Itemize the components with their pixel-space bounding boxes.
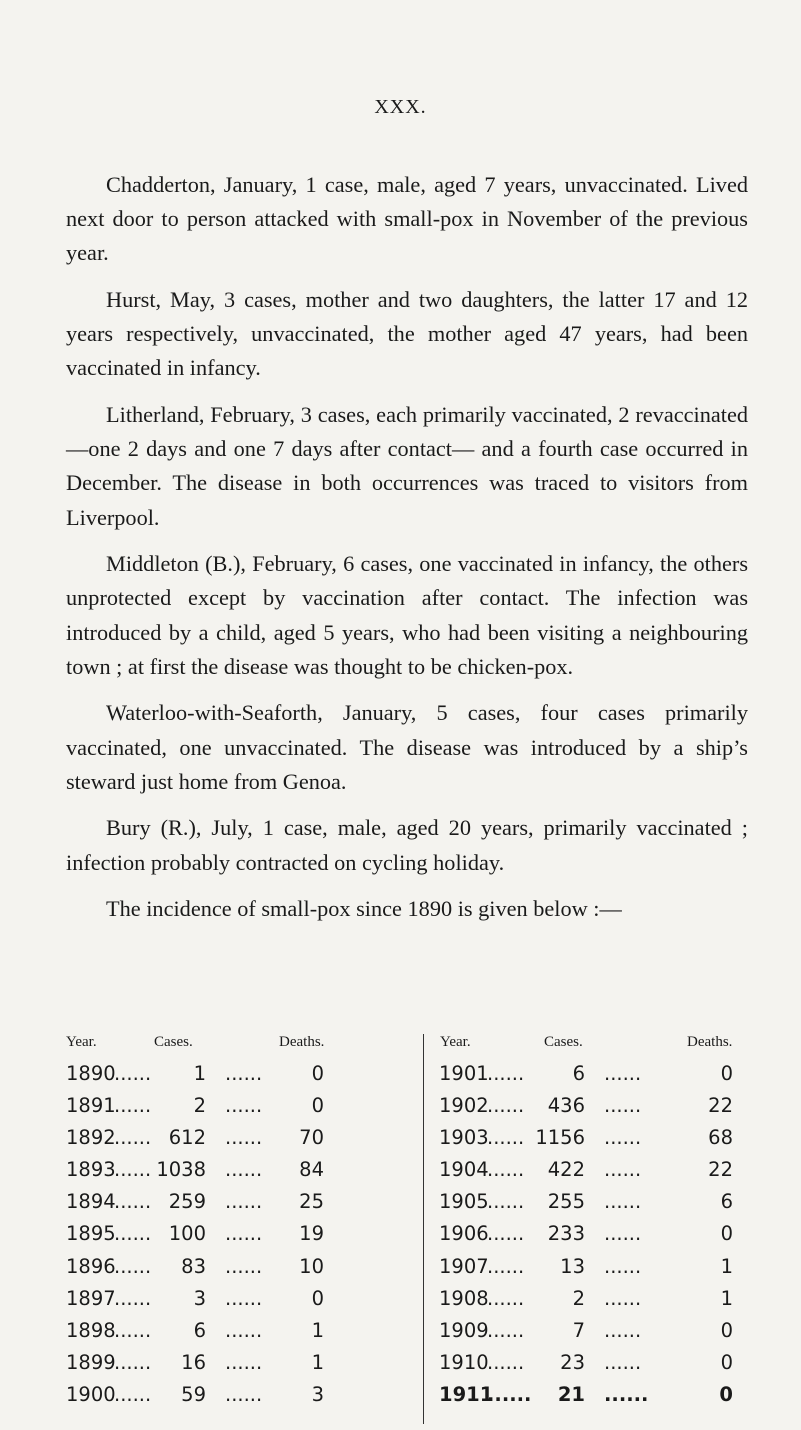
cases-cell: 3: [193, 1286, 206, 1310]
year-cell: 1908: [439, 1286, 489, 1310]
table-row: [439, 1154, 769, 1186]
leader-dots: ......: [604, 1126, 642, 1150]
year-cell: 1897: [66, 1286, 116, 1310]
table-row: [66, 1283, 396, 1315]
leader-dots: ......: [114, 1062, 152, 1085]
table-row: [439, 1283, 769, 1315]
deaths-cell: 10: [299, 1254, 324, 1278]
leader-dots: ......: [604, 1382, 649, 1406]
deaths-cell: 68: [708, 1126, 733, 1150]
leader-dots: ......: [225, 1126, 263, 1150]
cases-cell: 59: [181, 1382, 206, 1406]
page-number: XXX.: [374, 96, 427, 118]
cases-cell: 436: [547, 1094, 585, 1118]
leader-dots: ......: [604, 1062, 642, 1085]
deaths-cell: 1: [720, 1254, 733, 1278]
deaths-cell: 1: [311, 1318, 324, 1342]
leader-dots: ......: [114, 1318, 152, 1342]
table-row: [439, 1058, 769, 1090]
leader-dots: ......: [225, 1222, 263, 1246]
body-text: [66, 168, 748, 926]
year-cell: 1893: [66, 1158, 116, 1182]
deaths-cell: 0: [720, 1318, 733, 1342]
deaths-cell: 1: [720, 1286, 733, 1310]
deaths-cell: 0: [311, 1062, 324, 1085]
leader-dots: ......: [604, 1286, 642, 1310]
deaths-cell: 84: [299, 1158, 324, 1182]
table-row: [439, 1090, 769, 1122]
cases-cell: 83: [181, 1254, 206, 1278]
paragraph-waterloo: Waterloo-with-Seaforth, January, 5 cases, four cases primarily vaccinated, one unvaccinated. The disease was introduced by a ship’s steward just home from Genoa.: [66, 700, 748, 794]
leader-dots: ......: [225, 1350, 263, 1374]
year-cell: 1898: [66, 1318, 116, 1342]
leader-dots: ......: [114, 1158, 152, 1182]
deaths-cell: 19: [299, 1222, 324, 1246]
deaths-cell: 0: [720, 1350, 733, 1374]
cases-cell: 16: [181, 1350, 206, 1374]
leader-dots: ......: [487, 1350, 525, 1374]
smallpox-incidence-table: [66, 1034, 772, 1424]
year-cell: 1910: [439, 1350, 489, 1374]
cases-cell: 6: [572, 1062, 585, 1085]
cases-cell: 21: [557, 1382, 585, 1406]
leader-dots: ......: [114, 1222, 152, 1246]
leader-dots: ......: [225, 1062, 263, 1085]
column-divider: [423, 1034, 424, 1424]
paragraph-table-intro: The incidence of small-pox since 1890 is given below :—: [106, 896, 622, 922]
table-rows-left: [66, 1058, 396, 1411]
year-cell: 1901: [439, 1062, 489, 1085]
leader-dots: ......: [487, 1158, 525, 1182]
year-cell: 1906: [439, 1222, 489, 1246]
leader-dots: ......: [114, 1382, 152, 1406]
header-deaths: Deaths.: [687, 1034, 733, 1050]
year-cell: 1895: [66, 1222, 116, 1246]
cases-cell: 2: [193, 1094, 206, 1118]
deaths-cell: 3: [311, 1382, 324, 1406]
year-cell: 1903: [439, 1126, 489, 1150]
deaths-cell: 70: [299, 1126, 324, 1150]
leader-dots: ......: [487, 1286, 525, 1310]
cases-cell: 1: [193, 1062, 206, 1085]
leader-dots: ......: [487, 1382, 532, 1406]
leader-dots: ......: [225, 1382, 263, 1406]
cases-cell: 612: [168, 1126, 206, 1150]
leader-dots: ......: [487, 1318, 525, 1342]
table-column-right: [439, 1034, 769, 1411]
year-cell: 1909: [439, 1318, 489, 1342]
leader-dots: ......: [225, 1286, 263, 1310]
year-cell: 1890: [66, 1062, 116, 1085]
cases-cell: 259: [168, 1190, 206, 1214]
leader-dots: ......: [114, 1126, 152, 1150]
leader-dots: ......: [114, 1350, 152, 1374]
table-row: [439, 1122, 769, 1154]
cases-cell: 1156: [535, 1126, 585, 1150]
year-cell: 1891: [66, 1094, 116, 1118]
table-row: [66, 1090, 396, 1122]
year-cell: 1911: [439, 1382, 494, 1406]
paragraph-bury: Bury (R.), July, 1 case, male, aged 20 years, primarily vaccinated ; infection probably contracted on cycling holiday.: [66, 815, 748, 875]
year-cell: 1907: [439, 1254, 489, 1278]
table-row: [66, 1251, 396, 1283]
table-row: [66, 1315, 396, 1347]
table-column-left: [66, 1034, 396, 1411]
paragraph-hurst: Hurst, May, 3 cases, mother and two daughters, the latter 17 and 12 years respectively, unvaccinated, the mother aged 47 years, had been vaccinated in infancy.: [66, 287, 748, 381]
leader-dots: ......: [225, 1094, 263, 1118]
leader-dots: ......: [225, 1158, 263, 1182]
year-cell: 1900: [66, 1382, 116, 1406]
leader-dots: ......: [114, 1094, 152, 1118]
header-year: Year.: [440, 1034, 471, 1050]
table-row: [66, 1218, 396, 1250]
deaths-cell: 1: [311, 1350, 324, 1374]
leader-dots: ......: [487, 1254, 525, 1278]
year-cell: 1905: [439, 1190, 489, 1214]
table-header: [66, 1034, 396, 1058]
table-row: [439, 1315, 769, 1347]
leader-dots: ......: [604, 1318, 642, 1342]
header-cases: Cases.: [544, 1034, 583, 1050]
table-row: [66, 1186, 396, 1218]
leader-dots: ......: [487, 1062, 525, 1085]
paragraph-litherland: Litherland, February, 3 cases, each primarily vaccinated, 2 revaccinated—one 2 days and one 7 days after contact— and a fourth case occurred in December. The disease in both occurrences was traced to visitors from Liverpool.: [66, 402, 748, 530]
deaths-cell: 0: [311, 1286, 324, 1310]
deaths-cell: 0: [311, 1094, 324, 1118]
leader-dots: ......: [225, 1254, 263, 1278]
leader-dots: ......: [487, 1190, 525, 1214]
table-row: [66, 1122, 396, 1154]
leader-dots: ......: [114, 1286, 152, 1310]
table-row: [66, 1379, 396, 1411]
cases-cell: 23: [560, 1350, 585, 1374]
table-rows-right: [439, 1058, 769, 1411]
leader-dots: ......: [604, 1254, 642, 1278]
year-cell: 1902: [439, 1094, 489, 1118]
leader-dots: ......: [225, 1318, 263, 1342]
paragraph-middleton: Middleton (B.), February, 6 cases, one vaccinated in infancy, the others unprotected except by vaccination after contact. The infection was introduced by a child, aged 5 years, who had been visiting a neighbouring town ; at first the disease was thought to be chicken-pox.: [66, 551, 748, 679]
table-row: [66, 1347, 396, 1379]
year-cell: 1894: [66, 1190, 116, 1214]
deaths-cell: 0: [720, 1062, 733, 1085]
header-deaths: Deaths.: [279, 1034, 325, 1050]
table-row: [66, 1058, 396, 1090]
leader-dots: ......: [604, 1350, 642, 1374]
table-row: [439, 1379, 769, 1411]
table-row: [66, 1154, 396, 1186]
table-header: [439, 1034, 769, 1058]
deaths-cell: 0: [720, 1222, 733, 1246]
cases-cell: 255: [547, 1190, 585, 1214]
table-row: [439, 1347, 769, 1379]
leader-dots: ......: [114, 1190, 152, 1214]
leader-dots: ......: [604, 1222, 642, 1246]
deaths-cell: 0: [719, 1382, 733, 1406]
cases-cell: 6: [193, 1318, 206, 1342]
cases-cell: 7: [572, 1318, 585, 1342]
leader-dots: ......: [225, 1190, 263, 1214]
year-cell: 1899: [66, 1350, 116, 1374]
deaths-cell: 22: [708, 1158, 733, 1182]
leader-dots: ......: [487, 1126, 525, 1150]
cases-cell: 100: [168, 1222, 206, 1246]
deaths-cell: 22: [708, 1094, 733, 1118]
cases-cell: 2: [572, 1286, 585, 1310]
leader-dots: ......: [604, 1158, 642, 1182]
header-cases: Cases.: [154, 1034, 193, 1050]
leader-dots: ......: [487, 1222, 525, 1246]
paragraph-chadderton: Chadderton, January, 1 case, male, aged 7 years, unvaccinated. Lived next door to person attacked with small-pox in November of the previous year.: [66, 172, 748, 266]
table-row: [439, 1251, 769, 1283]
cases-cell: 1038: [156, 1158, 206, 1182]
cases-cell: 13: [560, 1254, 585, 1278]
leader-dots: ......: [114, 1254, 152, 1278]
deaths-cell: 25: [299, 1190, 324, 1214]
deaths-cell: 6: [720, 1190, 733, 1214]
table-row: [439, 1186, 769, 1218]
cases-cell: 233: [547, 1222, 585, 1246]
year-cell: 1892: [66, 1126, 116, 1150]
table-row: [439, 1218, 769, 1250]
leader-dots: ......: [604, 1190, 642, 1214]
year-cell: 1896: [66, 1254, 116, 1278]
header-year: Year.: [66, 1034, 97, 1050]
cases-cell: 422: [547, 1158, 585, 1182]
leader-dots: ......: [487, 1094, 525, 1118]
year-cell: 1904: [439, 1158, 489, 1182]
leader-dots: ......: [604, 1094, 642, 1118]
